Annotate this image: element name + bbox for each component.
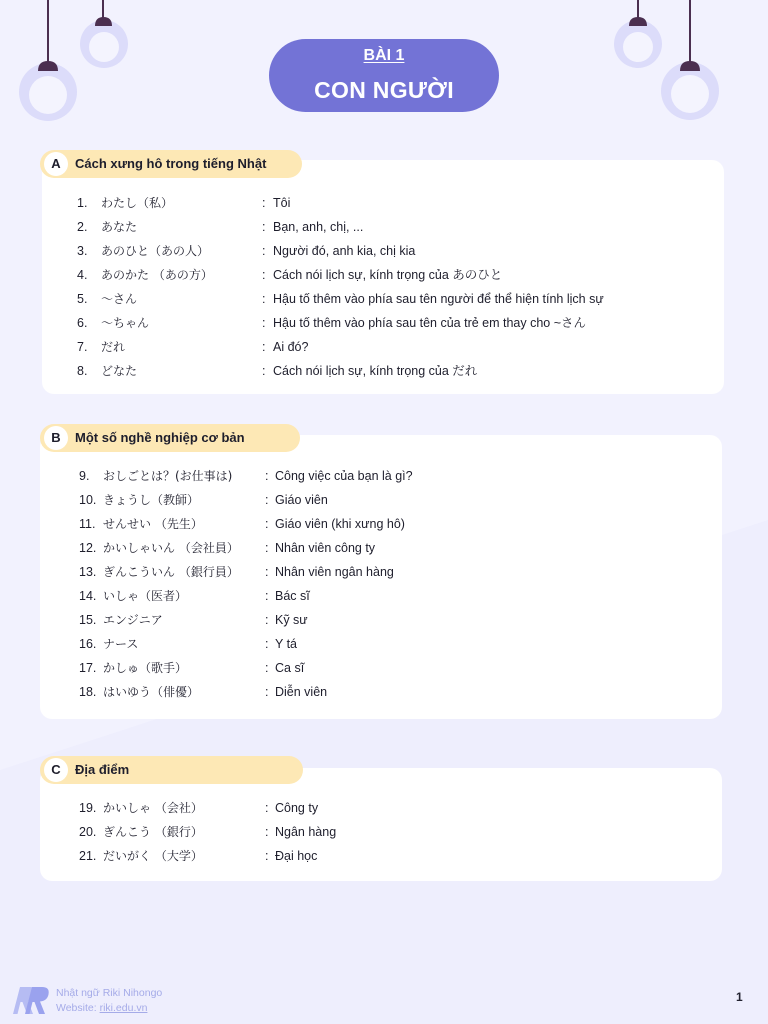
- separator-colon: :: [265, 541, 269, 555]
- item-number: 13.: [79, 565, 97, 579]
- item-number: 10.: [79, 493, 97, 507]
- vietnamese-meaning: Ca sĩ: [275, 661, 305, 675]
- vietnamese-meaning: Công ty: [275, 801, 319, 815]
- japanese-term: だれ: [101, 340, 126, 354]
- item-number: 6.: [77, 316, 88, 330]
- vietnamese-meaning: Giáo viên: [275, 493, 328, 507]
- item-number: 20.: [79, 825, 97, 839]
- item-number: 12.: [79, 541, 97, 555]
- vocab-row: [40, 796, 722, 820]
- vietnamese-meaning: Công việc của bạn là gì?: [275, 469, 413, 483]
- japanese-term: だいがく （大学）: [103, 849, 203, 863]
- vocab-row: [42, 215, 724, 239]
- vocab-row: [40, 844, 722, 868]
- item-number: 4.: [77, 268, 88, 282]
- vietnamese-meaning: Kỹ sư: [275, 613, 308, 627]
- japanese-term: ～さん: [101, 292, 138, 306]
- section-c-header: [40, 756, 303, 784]
- separator-colon: :: [265, 685, 269, 699]
- vietnamese-meaning: Ngân hàng: [275, 825, 337, 839]
- item-number: 1.: [77, 196, 88, 210]
- separator-colon: :: [262, 292, 266, 306]
- section-title: Một số nghề nghiệp cơ bản: [75, 430, 245, 445]
- hanging-lamp-icon: [80, 0, 128, 68]
- vocab-row: [42, 359, 724, 383]
- vocab-row: [40, 560, 722, 584]
- riki-logo: [11, 984, 51, 1016]
- vocab-row: [40, 488, 722, 512]
- vocab-row: [40, 464, 722, 488]
- separator-colon: :: [265, 613, 269, 627]
- vocab-row: [42, 287, 724, 311]
- section-title: Cách xưng hô trong tiếng Nhật: [75, 156, 267, 171]
- section-a-card: [42, 160, 724, 394]
- item-number: 15.: [79, 613, 97, 627]
- item-number: 11.: [79, 517, 96, 531]
- section-title: Địa điểm: [75, 762, 130, 777]
- separator-colon: :: [262, 244, 266, 258]
- japanese-term: エンジニア: [103, 613, 163, 627]
- vietnamese-meaning: Nhân viên công ty: [275, 541, 376, 555]
- item-number: 9.: [79, 469, 90, 483]
- japanese-term: あのひと（あの人）: [101, 244, 210, 258]
- hanging-lamp-icon: [19, 0, 77, 121]
- japanese-term: どなた: [101, 364, 138, 378]
- vocab-row: [40, 584, 722, 608]
- separator-colon: :: [265, 493, 269, 507]
- page-number: 1: [736, 990, 743, 1004]
- separator-colon: :: [262, 220, 266, 234]
- vocab-list: [42, 191, 724, 383]
- japanese-term: はいゆう（俳優）: [103, 685, 200, 699]
- japanese-term: あのかた （あの方）: [101, 268, 213, 282]
- separator-colon: :: [265, 801, 269, 815]
- website-link[interactable]: riki.edu.vn: [99, 1002, 148, 1014]
- vocab-list: [40, 796, 722, 868]
- japanese-term: ぎんこういん （銀行員）: [103, 565, 239, 579]
- item-number: 5.: [77, 292, 88, 306]
- section-letter-badge: C: [44, 758, 68, 782]
- separator-colon: :: [265, 517, 269, 531]
- separator-colon: :: [265, 565, 269, 579]
- section-letter-badge: B: [44, 426, 68, 450]
- item-number: 19.: [79, 801, 97, 815]
- japanese-term: いしゃ（医者）: [103, 589, 188, 603]
- japanese-term: おしごとは？(お仕事は): [103, 469, 233, 483]
- vietnamese-meaning: Hậu tố thêm vào phía sau tên của trẻ em thay cho ~さん: [273, 316, 587, 330]
- separator-colon: :: [265, 825, 269, 839]
- vocab-row: [40, 632, 722, 656]
- japanese-term: きょうし（教師）: [103, 493, 200, 507]
- japanese-term: かいしゃいん （会社員）: [103, 541, 239, 555]
- vietnamese-meaning: Hậu tố thêm vào phía sau tên người để thể hiện tính lịch sự: [273, 292, 604, 306]
- japanese-term: あなた: [101, 220, 138, 234]
- hanging-lamp-icon: [614, 0, 662, 68]
- vietnamese-meaning: Cách nói lịch sự, kính trọng của あのひと: [273, 268, 503, 282]
- vocab-row: [42, 335, 724, 359]
- website-label: Website:: [56, 1002, 97, 1014]
- separator-colon: :: [262, 196, 266, 210]
- vietnamese-meaning: Y tá: [275, 637, 298, 651]
- section-b-header: [40, 424, 300, 452]
- japanese-term: かいしゃ （会社）: [103, 801, 203, 815]
- section-c-card: [40, 768, 722, 881]
- japanese-term: かしゅ（歌手）: [103, 661, 188, 675]
- vietnamese-meaning: Đại học: [275, 849, 318, 863]
- lesson-label: BÀI 1: [363, 47, 405, 64]
- separator-colon: :: [262, 340, 266, 354]
- separator-colon: :: [262, 364, 266, 378]
- separator-colon: :: [265, 849, 269, 863]
- item-number: 3.: [77, 244, 88, 258]
- vocab-list: [40, 464, 722, 704]
- hanging-lamp-icon: [661, 0, 719, 120]
- vocab-row: [40, 608, 722, 632]
- item-number: 17.: [79, 661, 97, 675]
- japanese-term: ナース: [103, 637, 139, 651]
- vocab-row: [40, 680, 722, 704]
- item-number: 2.: [77, 220, 88, 234]
- separator-colon: :: [262, 268, 266, 282]
- vietnamese-meaning: Ai đó?: [273, 340, 309, 354]
- item-number: 18.: [79, 685, 97, 699]
- japanese-term: ぎんこう （銀行）: [103, 825, 203, 839]
- separator-colon: :: [262, 316, 266, 330]
- section-b-card: [40, 435, 722, 719]
- vietnamese-meaning: Bác sĩ: [275, 589, 310, 603]
- vocab-row: [42, 239, 724, 263]
- vocab-row: [42, 191, 724, 215]
- vietnamese-meaning: Diễn viên: [275, 685, 328, 699]
- lesson-title: CON NGƯỜI: [314, 77, 454, 103]
- vocab-row: [40, 656, 722, 680]
- vocab-row: [40, 536, 722, 560]
- separator-colon: :: [265, 589, 269, 603]
- vietnamese-meaning: Người đó, anh kia, chị kia: [273, 244, 416, 258]
- vietnamese-meaning: Nhân viên ngân hàng: [275, 565, 394, 579]
- item-number: 7.: [77, 340, 88, 354]
- vocab-row: [40, 820, 722, 844]
- footer-website: [56, 1002, 147, 1015]
- japanese-term: せんせい （先生）: [103, 517, 203, 531]
- vietnamese-meaning: Giáo viên (khi xưng hô): [275, 517, 405, 531]
- section-a-header: [40, 150, 302, 178]
- vietnamese-meaning: Cách nói lịch sự, kính trọng của だれ: [273, 364, 478, 378]
- section-letter-badge: A: [44, 152, 68, 176]
- separator-colon: :: [265, 661, 269, 675]
- japanese-term: ～ちゃん: [101, 316, 150, 330]
- separator-colon: :: [265, 469, 269, 483]
- vocab-row: [42, 263, 724, 287]
- footer-brand: Nhật ngữ Riki Nihongo: [56, 987, 163, 999]
- item-number: 8.: [77, 364, 88, 378]
- item-number: 21.: [79, 849, 97, 863]
- separator-colon: :: [265, 637, 269, 651]
- vocab-row: [42, 311, 724, 335]
- japanese-term: わたし（私）: [101, 196, 174, 210]
- vietnamese-meaning: Tôi: [273, 196, 291, 210]
- vietnamese-meaning: Bạn, anh, chị, ...: [273, 220, 364, 234]
- item-number: 16.: [79, 637, 97, 651]
- lesson-title-pill: [269, 39, 499, 112]
- vocab-row: [40, 512, 722, 536]
- item-number: 14.: [79, 589, 97, 603]
